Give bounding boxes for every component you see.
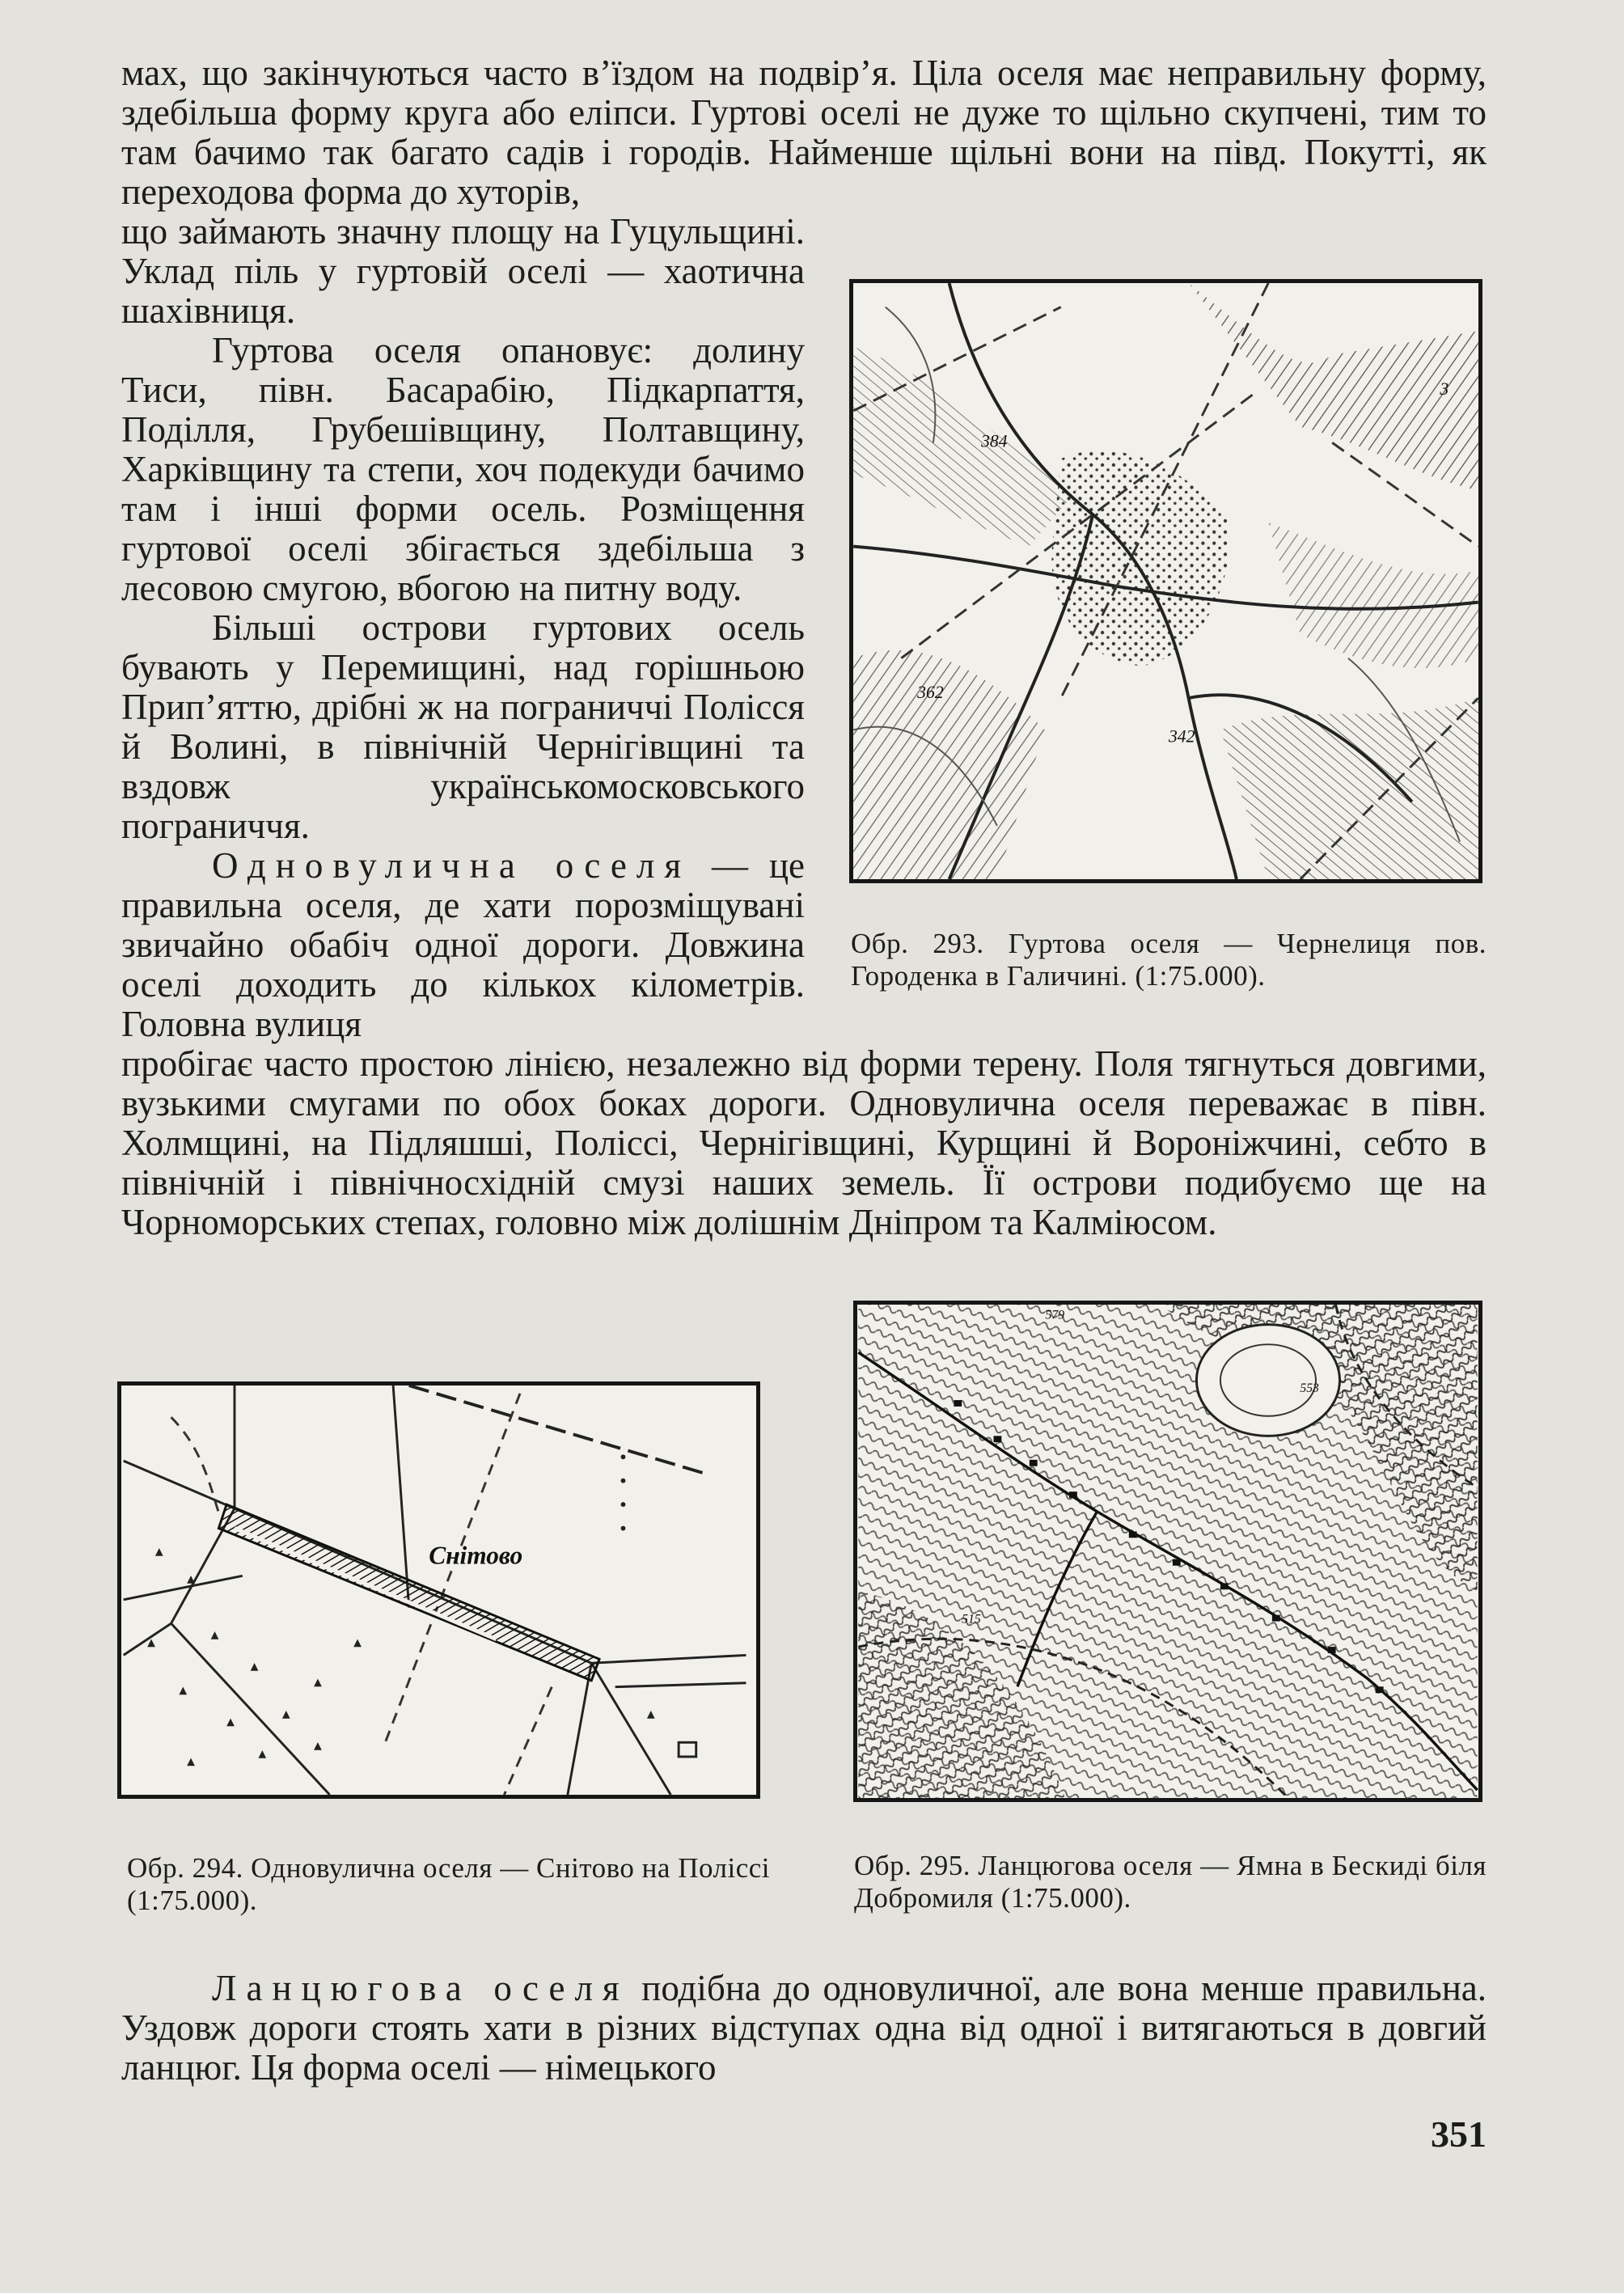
svg-text:▴: ▴: [187, 1751, 195, 1771]
svg-text:▴: ▴: [154, 1541, 163, 1560]
map-chain-village: [857, 1305, 1478, 1798]
svg-text:▴: ▴: [646, 1703, 655, 1723]
svg-text:▴: ▴: [314, 1736, 322, 1755]
paragraph-1: [121, 53, 1487, 212]
map-293-label-342: 342: [1168, 726, 1195, 747]
paragraph-4-start: [121, 846, 805, 1044]
paragraph-4-continued: [121, 1044, 1487, 1242]
paragraph-4-left-text: — це правильна оселя, де хати порозміщувані звичайно обабіч одної дороги. Довжина оселі доходить до кількох кілометрів. Головна вулиця: [121, 845, 806, 1044]
map-single-street-village: [121, 1386, 756, 1795]
svg-text:▴: ▴: [147, 1632, 155, 1652]
term-odnovulychna: Одновулична оселя: [212, 845, 691, 886]
left-column-text: [121, 212, 805, 1044]
map-293-label-3: 3: [1440, 379, 1449, 400]
svg-text:▴: ▴: [226, 1711, 235, 1731]
map-295-label-553: 553: [1300, 1381, 1319, 1396]
svg-text:▴: ▴: [353, 1632, 362, 1652]
svg-text:▴: ▴: [258, 1743, 267, 1762]
page-number: 351: [1431, 2113, 1487, 2155]
figure-294-caption: Обр. 294. Одновулична оселя — Снітово на Поліссі (1:75.000).: [127, 1852, 770, 1916]
figure-293-map: [849, 279, 1482, 883]
figure-295-caption: Обр. 295. Ланцюгова оселя — Ямна в Бескиді біля Добромиля (1:75.000).: [854, 1850, 1487, 1914]
figure-294-map: [117, 1381, 760, 1799]
svg-text:▴: ▴: [314, 1672, 322, 1691]
paragraph-4-full-text: пробігає часто простою лінією, незалежно від форми терену. Поля тягнуться довгими, вузькими смугами по обох боках дороги. Одновулична оселя переважає в півн. Холмщині, на Підляшші, Поліссі, Чернігівщині, Курщині й Вороніжчині, себто в північній і північносхідній смузі наших земель. Її острови подибуємо ще на Чорноморських степах, головно між долішнім Дніпром та Калміюсом.: [121, 1043, 1487, 1242]
map-293-label-362: 362: [917, 683, 944, 703]
paragraph-3: Більші острови гуртових осель бувають у Перемищині, над горішньою Прип’яттю, дрібні ж на пограниччі Полісся й Волині, в північній Чернігівщині та вздовж українськомосковського пограниччя.: [121, 607, 805, 846]
figure-295-map: [853, 1301, 1482, 1802]
map-293-label-384: 384: [981, 431, 1008, 451]
svg-text:▴: ▴: [187, 1569, 195, 1589]
paragraph-5: [121, 1969, 1487, 2088]
map-295-label-515: 515: [962, 1612, 981, 1627]
svg-text:▴: ▴: [179, 1680, 188, 1699]
paragraph-5-rest: подібна до одновуличної, але вона менше правильна. Уздовж дороги стоять хати в різних відступах одна від одної і витягаються в довгий ланцюг. Ця форма оселі — німецького: [121, 1968, 1487, 2088]
map-295-label-579: 579: [1045, 1308, 1065, 1322]
paragraph-1-continued: що займають значну площу на Гуцульщині. Уклад піль у гуртовій оселі — хаотична шахівниця.: [121, 211, 805, 331]
paragraph-5-text: [121, 1969, 1487, 2088]
term-lantsiuhova: Ланцюгова оселя: [212, 1968, 629, 2008]
figure-293-caption: Обр. 293. Гуртова оселя — Чернелиця пов. Городенка в Галичині. (1:75.000).: [851, 928, 1487, 992]
village-label-snitovo: Снітово: [429, 1541, 523, 1570]
map-clustered-village: [853, 283, 1478, 879]
svg-text:▴: ▴: [281, 1703, 290, 1723]
svg-text:▴: ▴: [250, 1656, 259, 1676]
paragraph-2: Гуртова оселя опановує: долину Тиси, півн. Басарабію, Підкарпаття, Поділля, Грубешівщину, Полтавщину, Харківщину та степи, хоч подекуди бачимо там і інші форми осель. Розміщення гуртової оселі збігається здебільша з лесовою смугою, вбогою на питну воду.: [121, 330, 805, 608]
paragraph-1-text: мах, що закінчуються часто в’їздом на подвір’я. Ціла оселя має неправильну форму, здебільша форму круга або еліпси. Гуртові оселі не дуже то щільно скупчені, тим то там бачимо так багато садів і городів. Найменше щільні вони на півд. Покутті, як переходова форма до хуторів,: [121, 53, 1487, 212]
svg-text:▴: ▴: [210, 1624, 219, 1644]
